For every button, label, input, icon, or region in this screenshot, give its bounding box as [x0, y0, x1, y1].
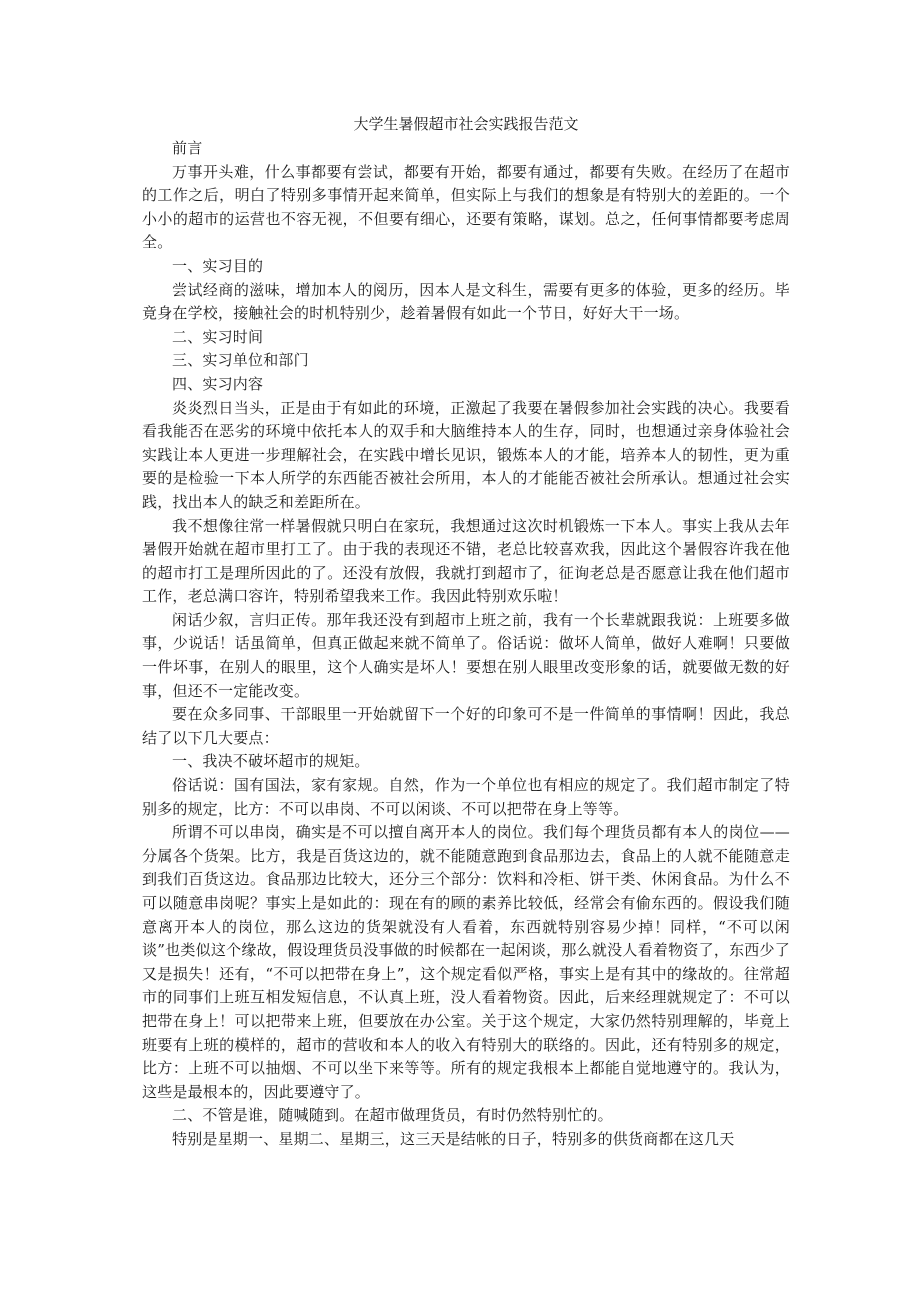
document-title: 大学生暑假超市社会实践报告范文 — [353, 115, 579, 133]
paragraph: 尝试经商的滋味，增加本人的阅历，因本人是文科生，需要有更多的体验，更多的经历。毕竟身在学校，接触社会的时机特别少，趁着暑假有如此一个节日，好好大干一场。 — [142, 280, 790, 323]
heading-preface: 前言 — [172, 139, 203, 157]
heading-section-3: 三、实习单位和部门 — [172, 351, 309, 370]
heading-section-1: 一、实习目的 — [172, 256, 264, 275]
paragraph: 万事开头难，什么事都要有尝试，都要有开始，都要有通过，都要有失败。在经历了在超市的工作之后，明白了特别多事情开起来简单，但实际上与我们的想象是有特别大的差距的。一个小小的超市的运营也不容无视，不但要有细心，还要有策略，谋划。总之，任何事情都要考虑周全。 — [142, 162, 790, 252]
paragraph: 要在众多同事、干部眼里一开始就留下一个好的印象可不是一件简单的事情啊！因此，我总结了以下几大要点： — [142, 705, 790, 747]
paragraph: 所谓不可以串岗，确实是不可以擅自离开本人的岗位。我们每个理货员都有本人的岗位——分属各个货架。比方，我是百货这边的，就不能随意跑到食品那边去，食品上的人就不能随意走到我们百货这边。食品那边比较大，还分三个部分：饮料和冷柜、饼干类、休闲食品。为什么不可以随意串岗呢？事实上是如此的：现在有的顾的素养比较低，经常会有偷东西的。假设我们随意离开本人的岗位，那么这边的货架就没有人看着，东西就特别容易少掉！同样，“不可以闲谈”也类似这个缘故，假设理货员没事做的时候都在一起闲谈，那么就没人看着物资了，东西少了又是损失！还有，“不可以把带在身上”，这个规定看似严格，事实上是有其中的缘故的。往常超市的同事们上班互相发短信息，不认真上班，没人看着物资。因此，后来经理就规定了：不可以把带在身上！可以把带来上班，但要放在办公室。关于这个规定，大家仍然特别理解的，毕竟上班要有上班的模样的，超市的营收和本人的收入有特别大的联络的。因此，还有特别多的规定，比方：上班不可以抽烟、不可以坐下来等等。所有的规定我根本上都能自觉地遵守的。我认为，这些是最根本的，因此要遵守了。 — [142, 823, 790, 1101]
page-content — [142, 112, 790, 1152]
paragraph: 俗话说：国有国法，家有家规。自然，作为一个单位也有相应的规定了。我们超市制定了特别多的规定，比方：不可以串岗、不可以闲谈、不可以把带在身上等等。 — [142, 776, 790, 818]
paragraph: 我不想像往常一样暑假就只明白在家玩，我想通过这次时机锻炼一下本人。事实上我从去年暑假开始就在超市里打工了。由于我的表现还不错，老总比较喜欢我，因此这个暑假容许我在他的超市打工是理所因此的了。还没有放假，我就打到超市了，征询老总是否愿意让我在他们超市工作，老总满口容许，特别希望我来工作。我因此特别欢乐啦！ — [142, 516, 790, 606]
paragraph: 特别是星期一、星期二、星期三，这三天是结帐的日子，特别多的供货商都在这几天 — [172, 1129, 735, 1148]
heading-section-4: 四、实习内容 — [172, 374, 264, 393]
paragraph: 闲话少叙，言归正传。那年我还没有到超市上班之前，我有一个长辈就跟我说：上班要多做事，少说话！话虽简单，但真正做起来就不简单了。俗话说：做坏人简单，做好人难啊！只要做一件坏事，在别人的眼里，这个人确实是坏人！要想在别人眼里改变形象的话，就要做无数的好事，但还不一定能改变。 — [142, 610, 790, 700]
point-heading-1: 一、我决不破坏超市的规矩。 — [172, 752, 370, 771]
paragraph: 炎炎烈日当头，正是由于有如此的环境，正激起了我要在暑假参加社会实践的决心。我要看看我能否在恶劣的环境中依托本人的双手和大脑维持本人的生存，同时，也想通过亲身体验社会实践让本人更进一步理解社会，在实践中增长见识，锻炼本人的才能，培养本人的韧性，更为重要的是检验一下本人所学的东西能否被社会所用，本人的才能能否被社会所承认。想通过社会实践，找出本人的缺乏和差距所在。 — [142, 398, 790, 511]
heading-section-2: 二、实习时间 — [172, 327, 264, 346]
point-heading-2: 二、不管是谁，随喊随到。在超市做理货员，有时仍然特别忙的。 — [172, 1106, 613, 1125]
